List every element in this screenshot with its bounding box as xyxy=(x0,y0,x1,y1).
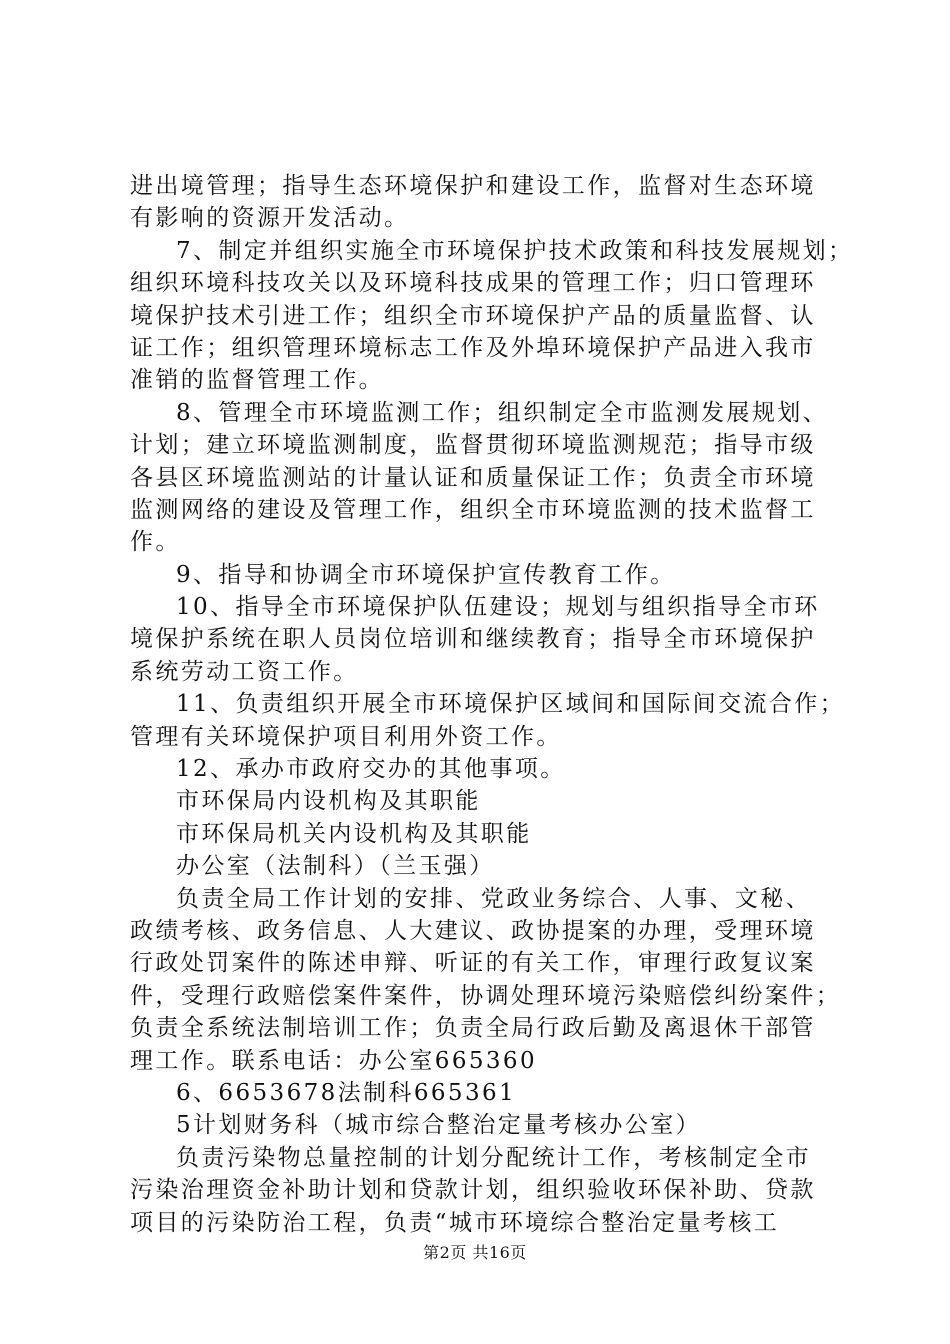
text-line: 进出境管理；指导生态环境保护和建设工作，监督对生态环境 xyxy=(130,173,816,199)
document-body xyxy=(130,170,854,1239)
text-line: 件，受理行政赔偿案件案件，协调处理环境污染赔偿纠纷案件； xyxy=(130,982,842,1009)
section-heading: 市环保局机关内设机构及其职能 xyxy=(176,820,532,847)
text-line: 计划；建立环境监测制度，监督贯彻环境监测规范；指导市级 xyxy=(130,432,816,459)
text-line: 境保护技术引进工作；组织全市环境保护产品的质量监督、认 xyxy=(130,302,816,329)
text-line: 组织环境科技攻关以及环境科技成果的管理工作；归口管理环 xyxy=(130,270,816,297)
text-line: 准销的监督管理工作。 xyxy=(130,367,384,394)
page-footer: 第2页 共16页 xyxy=(423,1243,527,1262)
text-line: 项目的污染防治工程，负责“城市环境综合整治定量考核工 xyxy=(130,1209,780,1236)
text-line: 负责全局工作计划的安排、党政业务综合、人事、文秘、 xyxy=(176,885,811,912)
text-line: 有影响的资源开发活动。 xyxy=(130,205,410,232)
text-line: 行政处罚案件的陈述申辩、听证的有关工作，审理行政复议案 xyxy=(130,950,816,977)
text-line: 7、制定并组织实施全市环境保护技术政策和科技发展规划； xyxy=(176,237,854,264)
text-line: 负责全系统法制培训工作；负责全局行政后勤及离退休干部管 xyxy=(130,1015,816,1042)
text-line: 监测网络的建设及管理工作，组织全市环境监测的技术监督工 xyxy=(130,496,816,523)
text-line: 负责污染物总量控制的计划分配统计工作，考核制定全市 xyxy=(176,1144,811,1171)
text-line: 各县区环境监测站的计量认证和质量保证工作；负责全市环境 xyxy=(130,464,816,491)
text-line: 12、承办市政府交办的其他事项。 xyxy=(176,756,566,783)
text-line: 6、6653678法制科665361 xyxy=(176,1079,517,1106)
text-line: 管理有关环境保护项目利用外资工作。 xyxy=(130,723,562,750)
text-line: 理工作。联系电话：办公室665360 xyxy=(130,1047,537,1074)
section-heading: 市环保局内设机构及其职能 xyxy=(176,788,481,815)
text-line: 系统劳动工资工作。 xyxy=(130,658,359,685)
text-line: 8、管理全市环境监测工作；组织制定全市监测发展规划、 xyxy=(176,399,829,426)
text-line: 10、指导全市环境保护队伍建设；规划与组织指导全市环 xyxy=(176,594,820,621)
text-line: 政绩考核、政务信息、人大建议、政协提案的办理，受理环境 xyxy=(130,917,816,944)
text-line: 证工作；组织管理环境标志工作及外埠环境保护产品进入我市 xyxy=(130,334,816,361)
section-heading: 5计划财务科（城市综合整治定量考核办公室） xyxy=(176,1112,702,1139)
text-line: 9、指导和协调全市环境保护宣传教育工作。 xyxy=(176,561,676,588)
section-heading: 办公室（法制科）（兰玉强） xyxy=(176,853,495,880)
text-line: 污染治理资金补助计划和贷款计划，组织验收环保补助、贷款 xyxy=(130,1177,816,1204)
text-line: 境保护系统在职人员岗位培训和继续教育；指导全市环境保护 xyxy=(130,626,816,653)
text-line: 作。 xyxy=(130,529,181,556)
text-line: 11、负责组织开展全市环境保护区域间和国际间交流合作； xyxy=(176,691,846,718)
